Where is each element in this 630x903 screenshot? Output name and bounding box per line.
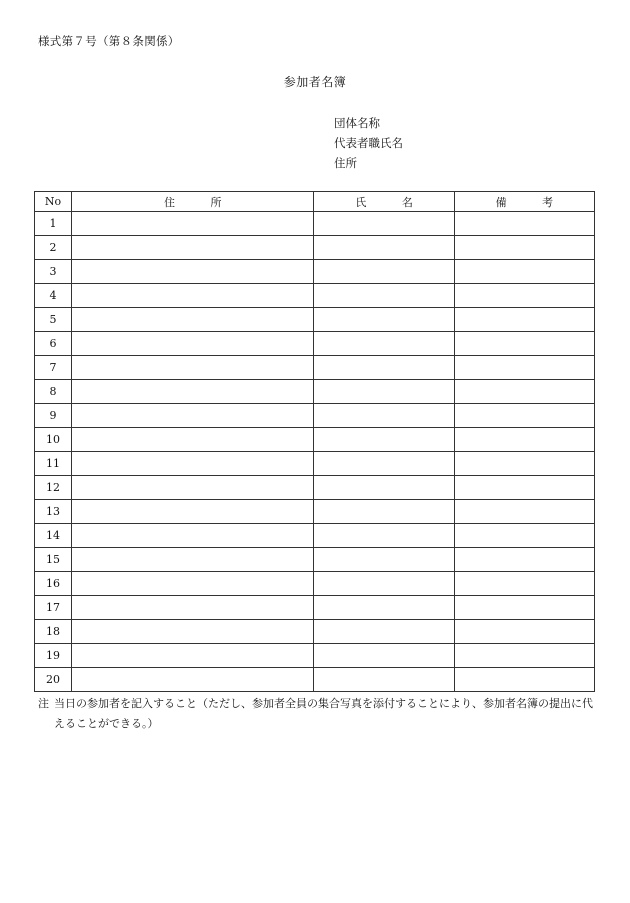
- row-number-cell: 11: [35, 452, 72, 476]
- table-row: [35, 548, 595, 572]
- column-header-remarks: [454, 192, 594, 212]
- row-number-cell: 15: [35, 548, 72, 572]
- column-header-address: [72, 192, 314, 212]
- footnote-text: 当日の参加者を記入すること（ただし、参加者全員の集合写真を添付することにより、参加者名簿の提出に代えることができる。）: [54, 697, 593, 730]
- table-row: [35, 644, 595, 668]
- remarks-cell[interactable]: [454, 332, 594, 356]
- remarks-cell[interactable]: [454, 260, 594, 284]
- name-cell[interactable]: [314, 428, 454, 452]
- table-row: [35, 428, 595, 452]
- table-row: [35, 284, 595, 308]
- remarks-cell[interactable]: [454, 548, 594, 572]
- name-cell[interactable]: [314, 524, 454, 548]
- table-row: [35, 236, 595, 260]
- table-row: [35, 476, 595, 500]
- remarks-cell[interactable]: [454, 308, 594, 332]
- row-number-cell: 16: [35, 572, 72, 596]
- name-cell[interactable]: [314, 356, 454, 380]
- name-cell[interactable]: [314, 212, 454, 236]
- remarks-cell[interactable]: [454, 212, 594, 236]
- footnote-prefix: 注: [38, 697, 49, 710]
- remarks-cell[interactable]: [454, 404, 594, 428]
- row-number-cell: 8: [35, 380, 72, 404]
- name-cell[interactable]: [314, 284, 454, 308]
- table-row: [35, 524, 595, 548]
- name-cell[interactable]: [314, 452, 454, 476]
- row-number-cell: 4: [35, 284, 72, 308]
- table-row: [35, 404, 595, 428]
- remarks-cell[interactable]: [454, 500, 594, 524]
- name-cell[interactable]: [314, 332, 454, 356]
- address-cell[interactable]: [72, 404, 314, 428]
- column-header-remarks-label: 備 考: [495, 195, 570, 209]
- group-name-label: 団体名称: [334, 116, 380, 130]
- row-number-cell: 6: [35, 332, 72, 356]
- table-row: [35, 620, 595, 644]
- remarks-cell[interactable]: [454, 428, 594, 452]
- table-row: [35, 260, 595, 284]
- row-number-cell: 5: [35, 308, 72, 332]
- footnote: [38, 694, 598, 734]
- table-row: [35, 572, 595, 596]
- remarks-cell[interactable]: [454, 476, 594, 500]
- row-number-cell: 10: [35, 428, 72, 452]
- row-number-cell: 3: [35, 260, 72, 284]
- column-header-name: [314, 192, 454, 212]
- name-cell[interactable]: [314, 620, 454, 644]
- remarks-cell[interactable]: [454, 380, 594, 404]
- row-number-cell: 20: [35, 668, 72, 692]
- address-cell[interactable]: [72, 668, 314, 692]
- name-cell[interactable]: [314, 236, 454, 260]
- table-row: [35, 212, 595, 236]
- address-cell[interactable]: [72, 596, 314, 620]
- remarks-cell[interactable]: [454, 284, 594, 308]
- row-number-cell: 13: [35, 500, 72, 524]
- address-cell[interactable]: [72, 476, 314, 500]
- representative-label: 代表者職氏名: [334, 136, 403, 150]
- column-header-address-label: 住 所: [164, 195, 238, 209]
- table-row: [35, 500, 595, 524]
- table-row: [35, 308, 595, 332]
- column-header-no: No: [35, 192, 72, 212]
- name-cell[interactable]: [314, 308, 454, 332]
- address-cell[interactable]: [72, 452, 314, 476]
- table-body: [35, 212, 595, 692]
- remarks-cell[interactable]: [454, 572, 594, 596]
- address-cell[interactable]: [72, 332, 314, 356]
- address-cell[interactable]: [72, 212, 314, 236]
- name-cell[interactable]: [314, 668, 454, 692]
- table-row: [35, 452, 595, 476]
- name-cell[interactable]: [314, 596, 454, 620]
- name-cell[interactable]: [314, 476, 454, 500]
- row-number-cell: 17: [35, 596, 72, 620]
- name-cell[interactable]: [314, 380, 454, 404]
- remarks-cell[interactable]: [454, 596, 594, 620]
- address-cell[interactable]: [72, 356, 314, 380]
- address-cell[interactable]: [72, 260, 314, 284]
- address-cell[interactable]: [72, 284, 314, 308]
- name-cell[interactable]: [314, 404, 454, 428]
- row-number-cell: 12: [35, 476, 72, 500]
- column-header-name-label: 氏 名: [355, 195, 429, 209]
- form-number: 様式第７号（第８条関係）: [38, 34, 180, 48]
- remarks-cell[interactable]: [454, 644, 594, 668]
- table-row: [35, 332, 595, 356]
- address-cell[interactable]: [72, 380, 314, 404]
- row-number-cell: 19: [35, 644, 72, 668]
- address-cell[interactable]: [72, 236, 314, 260]
- table-row: [35, 668, 595, 692]
- organization-info: [334, 113, 403, 173]
- address-cell[interactable]: [72, 500, 314, 524]
- participant-table: [34, 191, 595, 692]
- address-cell[interactable]: [72, 620, 314, 644]
- row-number-cell: 2: [35, 236, 72, 260]
- name-cell[interactable]: [314, 644, 454, 668]
- remarks-cell[interactable]: [454, 668, 594, 692]
- row-number-cell: 14: [35, 524, 72, 548]
- table-row: [35, 356, 595, 380]
- page-title: 参加者名簿: [283, 75, 347, 89]
- remarks-cell[interactable]: [454, 452, 594, 476]
- table-row: [35, 380, 595, 404]
- address-cell[interactable]: [72, 572, 314, 596]
- address-cell[interactable]: [72, 548, 314, 572]
- table-row: [35, 596, 595, 620]
- name-cell[interactable]: [314, 260, 454, 284]
- address-label: 住所: [334, 156, 357, 170]
- remarks-cell[interactable]: [454, 236, 594, 260]
- remarks-cell[interactable]: [454, 620, 594, 644]
- row-number-cell: 7: [35, 356, 72, 380]
- table-header-row: [35, 192, 595, 212]
- address-cell[interactable]: [72, 644, 314, 668]
- address-cell[interactable]: [72, 428, 314, 452]
- row-number-cell: 1: [35, 212, 72, 236]
- address-cell[interactable]: [72, 308, 314, 332]
- name-cell[interactable]: [314, 572, 454, 596]
- row-number-cell: 9: [35, 404, 72, 428]
- remarks-cell[interactable]: [454, 524, 594, 548]
- remarks-cell[interactable]: [454, 356, 594, 380]
- name-cell[interactable]: [314, 548, 454, 572]
- row-number-cell: 18: [35, 620, 72, 644]
- name-cell[interactable]: [314, 500, 454, 524]
- address-cell[interactable]: [72, 524, 314, 548]
